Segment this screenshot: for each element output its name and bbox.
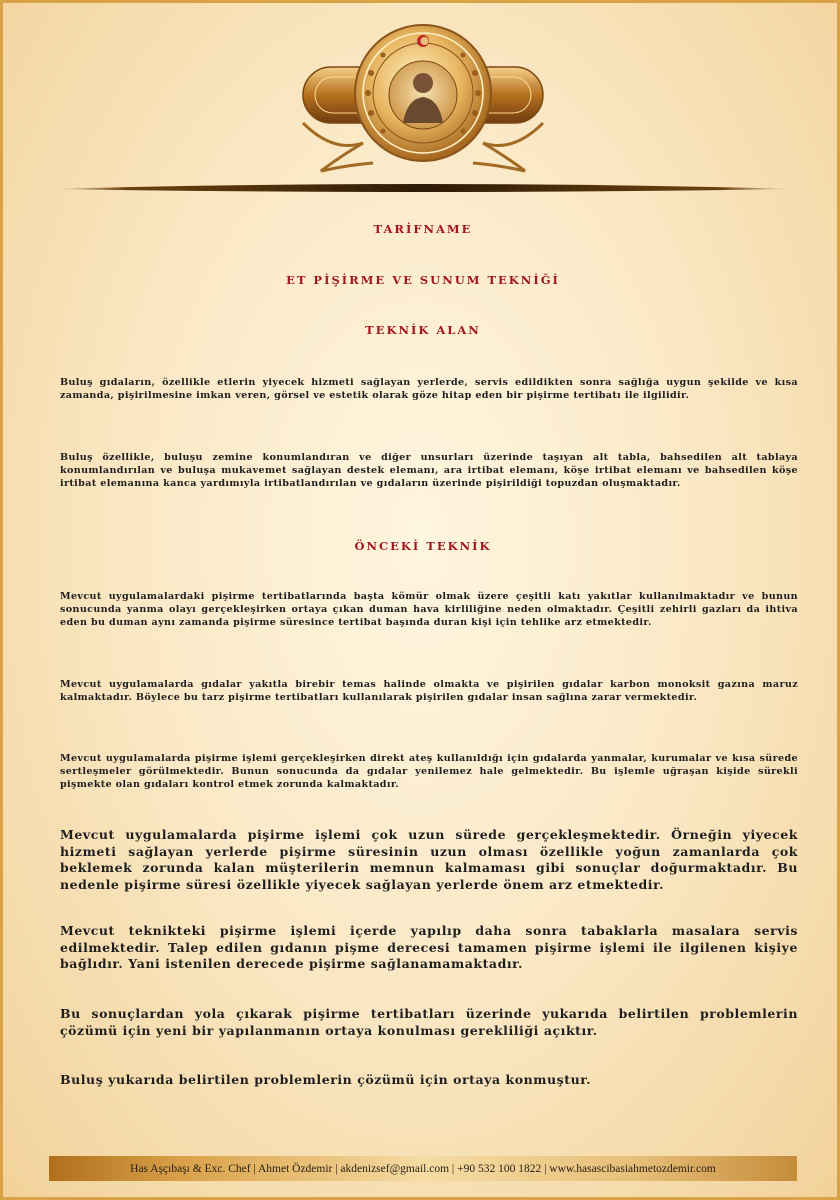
doc-title: ET PİŞİRME VE SUNUM TEKNİĞİ <box>286 273 560 287</box>
paragraph: Mevcut uygulamalarda pişirme işlemi çok uzun sürede gerçekleşmektedir. Örneğin yiyecek hizmeti sağlayan yerlerde pişirme süresinin uzun olması özellikle yoğun zamanlarda çok beklemek zorunda kalan müşterilerin memnun kalmaması gibi sonuçlar doğurmaktadır. Bu nedenle pişirme süresi özellikle yiyecek sağlayan yerlerde önem arz etmektedir. <box>60 827 798 892</box>
section-heading-onceki-teknik: ÖNCEKİ TEKNİK <box>354 539 492 553</box>
paragraph: Mevcut uygulamalardaki pişirme tertibatlarında başta kömür olmak üzere çeşitli katı yakıtlar kullanılmaktadır ve bunun sonucunda yanma olayı gerçekleşirken ortaya çıkan duman hava kirliliğine neden olmaktadır. Çeşitli zehirli gazları da ihtiva eden bu duman aynı zamanda pişirme süresince tertibat başında duran kişi için tehlike arz etmektedir. <box>60 591 798 629</box>
header-divider <box>51 184 795 192</box>
paragraph: Mevcut uygulamalarda gıdalar yakıtla birebir temas halinde olmakta ve pişirilen gıdalar karbon monoksit gazına maruz kalmaktadır. Böylece bu tarz pişirme tertibatları kullanılarak pişirilen gıdalar insan sağlına zarar vermektedir. <box>60 679 798 704</box>
scroll-ornament-left <box>303 123 373 171</box>
paragraph: Mevcut teknikteki pişirme işlemi içerde yapılıp daha sonra tabaklarla masalara servis edilmektedir. Talep edilen gıdanın pişme derecesi tamamen pişirme işlemi ile ilgilenen kişiye bağlıdır. Yani istenilen derecede pişirme sağlanamamaktadır. <box>60 923 798 972</box>
doc-type-heading: TARİFNAME <box>373 222 473 236</box>
paragraph: Mevcut uygulamalarda pişirme işlemi gerçekleşirken direkt ateş kullanıldığı için gıdalarda yanmalar, kurumalar ve kısa sürede sertleşmeler görülmektedir. Bunun sonucunda da gıdalar yenilemez hale gelmektedir. Bu işlemle uğraşan kişide sürekli pişmekte olan gıdaları kontrol etmek zorunda kalmaktadır. <box>60 753 798 791</box>
scroll-ornament-right <box>473 123 543 171</box>
paragraph: Buluş özellikle, buluşu zemine konumlandıran ve diğer unsurları üzerinde taşıyan alt tabla, bahsedilen alt tablaya konumlandırılan ve buluşa mukavemet sağlayan destek elemanı, ara irtibat elemanı, köşe irtibat elemanı ve bahsedilen köşe irtibat elemanına kanca yardımıyla irtibatlandırılan ve gıdaların üzerinde pişirildiği topuzdan oluşmaktadır. <box>60 452 798 490</box>
paragraph: Buluş yukarıda belirtilen problemlerin çözümü için ortaya konmuştur. <box>60 1072 592 1087</box>
chef-emblem-header <box>3 3 840 203</box>
section-heading-teknik-alan: TEKNİK ALAN <box>365 323 481 337</box>
footer-contact-text: Has Aşçıbaşı & Exc. Chef | Ahmet Özdemir | akdenizsef@gmail.com | +90 532 100 1822 | www.hasascibasiahmetozdemir.com <box>130 1162 716 1175</box>
paragraph: Bu sonuçlardan yola çıkarak pişirme tertibatları üzerinde yukarıda belirtilen problemlerin çözümü için yeni bir yapılanmanın ortaya konulması gerekliliği açıktır. <box>60 1006 798 1038</box>
footer-contact-bar <box>49 1156 797 1181</box>
paragraph: Buluş gıdaların, özellikle etlerin yiyecek hizmeti sağlayan yerlerde, servis edildikten sonra sağlığa uygun şekilde ve kısa zamanda, pişirilmesine imkan veren, görsel ve estetik olarak göze hitap eden bir pişirme tertibatı ile ilgilidir. <box>60 377 798 402</box>
